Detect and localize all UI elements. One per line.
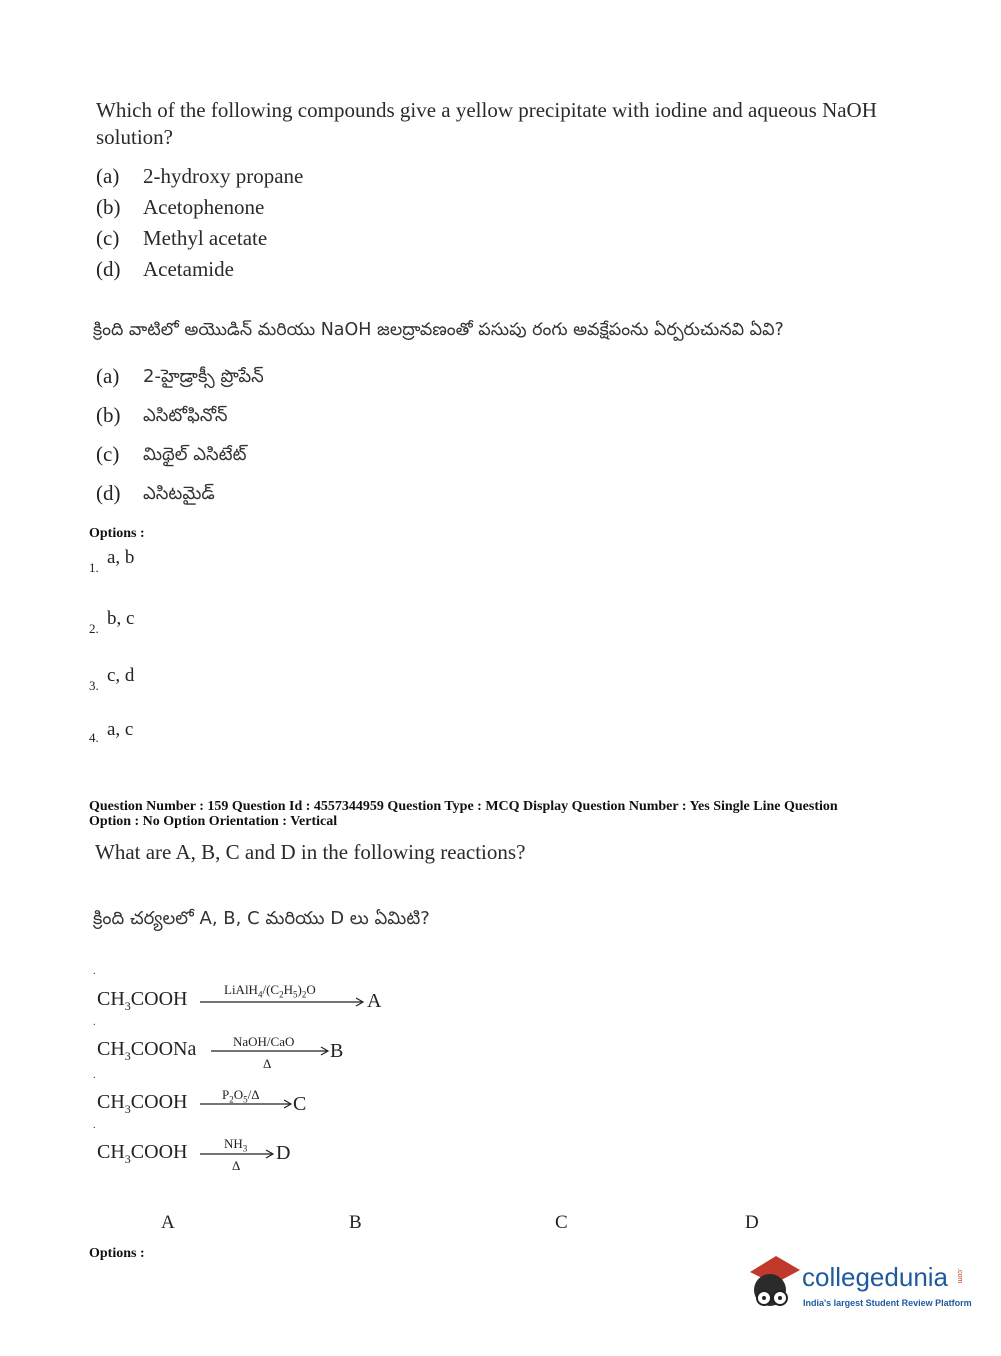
condition-label: Δ (263, 1056, 272, 1071)
reaction-arrow (200, 997, 368, 1007)
choice-text[interactable]: b, c (107, 608, 135, 629)
choice-number: 3. (89, 678, 99, 693)
brand-suffix: .com (956, 1268, 963, 1284)
bullet-dot: . (93, 1070, 96, 1081)
option-text: ఎసిటోఫినోన్ (143, 405, 228, 426)
reagent-label: $P_2O_5/\Delta$ (222, 1087, 260, 1105)
reactant: $CH_3COONa$ (97, 1038, 197, 1063)
reagent-label: $NH_3$ (224, 1136, 248, 1154)
bullet-dot: . (93, 1017, 96, 1028)
choice-text[interactable]: a, c (107, 719, 134, 740)
condition-label: Δ (232, 1158, 241, 1173)
choice-text[interactable]: c, d (107, 665, 135, 686)
option-text: 2-హైడ్రాక్సీ ప్రొపేన్ (143, 366, 264, 387)
brand-name: collegedunia (802, 1262, 949, 1292)
option-label: (d) (96, 481, 121, 505)
option-text: 2-hydroxy propane (143, 164, 304, 188)
question-text-line2: solution? (96, 125, 173, 149)
reactant: $CH_3COOH$ (97, 988, 188, 1013)
option-text: మిథైల్ ఎసిటేట్ (143, 444, 247, 465)
reaction-arrow (200, 1099, 296, 1109)
option-label: (a) (96, 164, 120, 188)
column-header-a: A (161, 1212, 175, 1233)
bullet-dot: . (93, 1120, 96, 1131)
choice-number: 1. (89, 560, 99, 575)
column-header-d: D (745, 1212, 759, 1233)
question-meta-line1: Question Number : 159 Question Id : 4557344959 Question Type : MCQ Display Question Number : Yes Single Line Question (89, 799, 838, 814)
option-label: (a) (96, 364, 120, 388)
option-label: (c) (96, 226, 120, 250)
option-label: (d) (96, 257, 121, 281)
product: C (293, 1093, 307, 1115)
reaction-arrow (211, 1046, 333, 1056)
question-text: What are A, B, C and D in the following reactions? (95, 840, 526, 864)
question-meta-line2: Option : No Option Orientation : Vertical (89, 814, 338, 829)
mascot-icon (742, 1250, 804, 1314)
collegedunia-logo[interactable] (742, 1250, 972, 1314)
reactant: $CH_3COOH$ (97, 1091, 188, 1116)
brand-tagline: India's largest Student Review Platform (803, 1298, 972, 1308)
question-text-telugu: క్రింది చర్యలలో A, B, C మరియు D లు ఏమిటి? (93, 908, 430, 929)
product: A (367, 990, 382, 1012)
bullet-dot: . (93, 966, 96, 977)
column-header-b: B (349, 1212, 362, 1233)
option-label: (b) (96, 195, 121, 219)
product: B (330, 1040, 344, 1062)
reagent-label: $LiAlH_4/(C_2H_5)_2O$ (224, 982, 316, 1000)
options-heading: Options : (89, 526, 145, 541)
column-header-c: C (555, 1212, 568, 1233)
option-label: (b) (96, 403, 121, 427)
reactant: $CH_3COOH$ (97, 1141, 188, 1166)
choice-number: 2. (89, 621, 99, 636)
option-label: (c) (96, 442, 120, 466)
option-text: ఎసిటమైడ్ (143, 483, 215, 504)
question-text-telugu: క్రింది వాటిలో అయొడిన్ మరియు NaOH జలద్రావణంతో పసుపు రంగు అవక్షేపంను ఏర్పరుచునవి ఏవి? (93, 320, 784, 340)
reagent-label: NaOH/CaO (233, 1034, 295, 1049)
option-text: Acetamide (143, 257, 234, 281)
option-text: Acetophenone (143, 195, 265, 219)
option-text: Methyl acetate (143, 226, 268, 250)
options-heading: Options : (89, 1246, 145, 1261)
choice-number: 4. (89, 730, 99, 745)
choice-text[interactable]: a, b (107, 547, 135, 568)
question-text-line1: Which of the following compounds give a yellow precipitate with iodine and aqueous NaOH (96, 98, 877, 122)
product: D (276, 1142, 291, 1164)
